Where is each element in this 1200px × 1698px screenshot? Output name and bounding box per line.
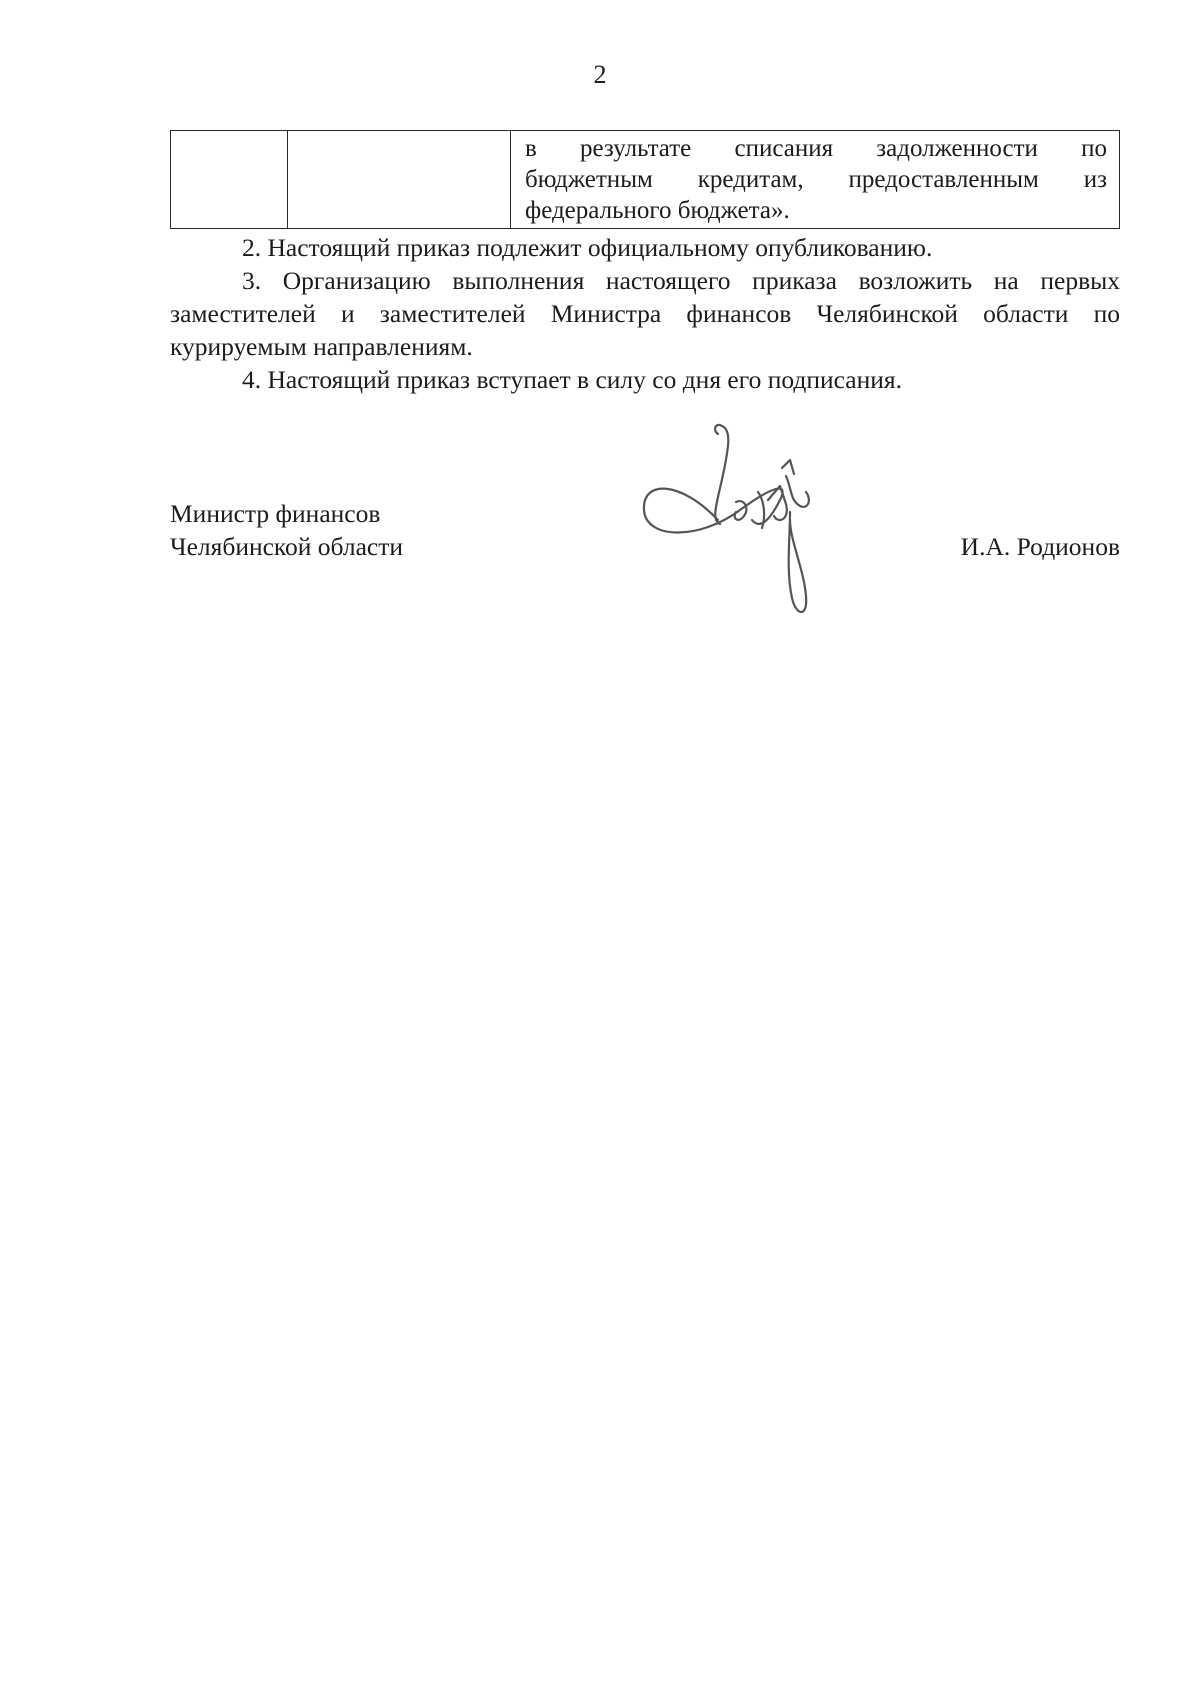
order-item-2-text: 2. Настоящий приказ подлежит официальному опубликованию. [242,233,933,262]
signer-position-line: Челябинской области [170,532,404,561]
signer-name: И.А. Родионов [960,532,1120,561]
signer-position-line: Министр финансов [170,499,381,528]
table-cell-line: в результате списания задолженности по [525,135,1107,162]
order-item-3-line: заместителей и заместителей Министра финансов Челябинской области по [170,299,1120,328]
table-cell-text [511,131,1120,229]
order-item-2 [170,231,1120,264]
handwritten-signature [640,420,870,630]
order-item-4 [170,363,1120,396]
table-cell-line: федерального бюджета». [525,197,790,224]
order-item-3-line: курируемым направлениям. [170,332,473,361]
table-cell-empty-1 [171,131,288,229]
table-cell-empty-2 [288,131,511,229]
continuation-table [170,130,1120,229]
order-item-3 [170,264,1120,363]
page-number: 2 [593,60,607,89]
order-item-3-line: 3. Организацию выполнения настоящего приказа возложить на первых [242,266,1120,295]
table-row [171,131,1120,229]
table-cell-line: бюджетным кредитам, предоставленным из [525,166,1107,193]
signer-position [170,497,403,563]
order-item-4-text: 4. Настоящий приказ вступает в силу со дня его подписания. [242,365,902,394]
